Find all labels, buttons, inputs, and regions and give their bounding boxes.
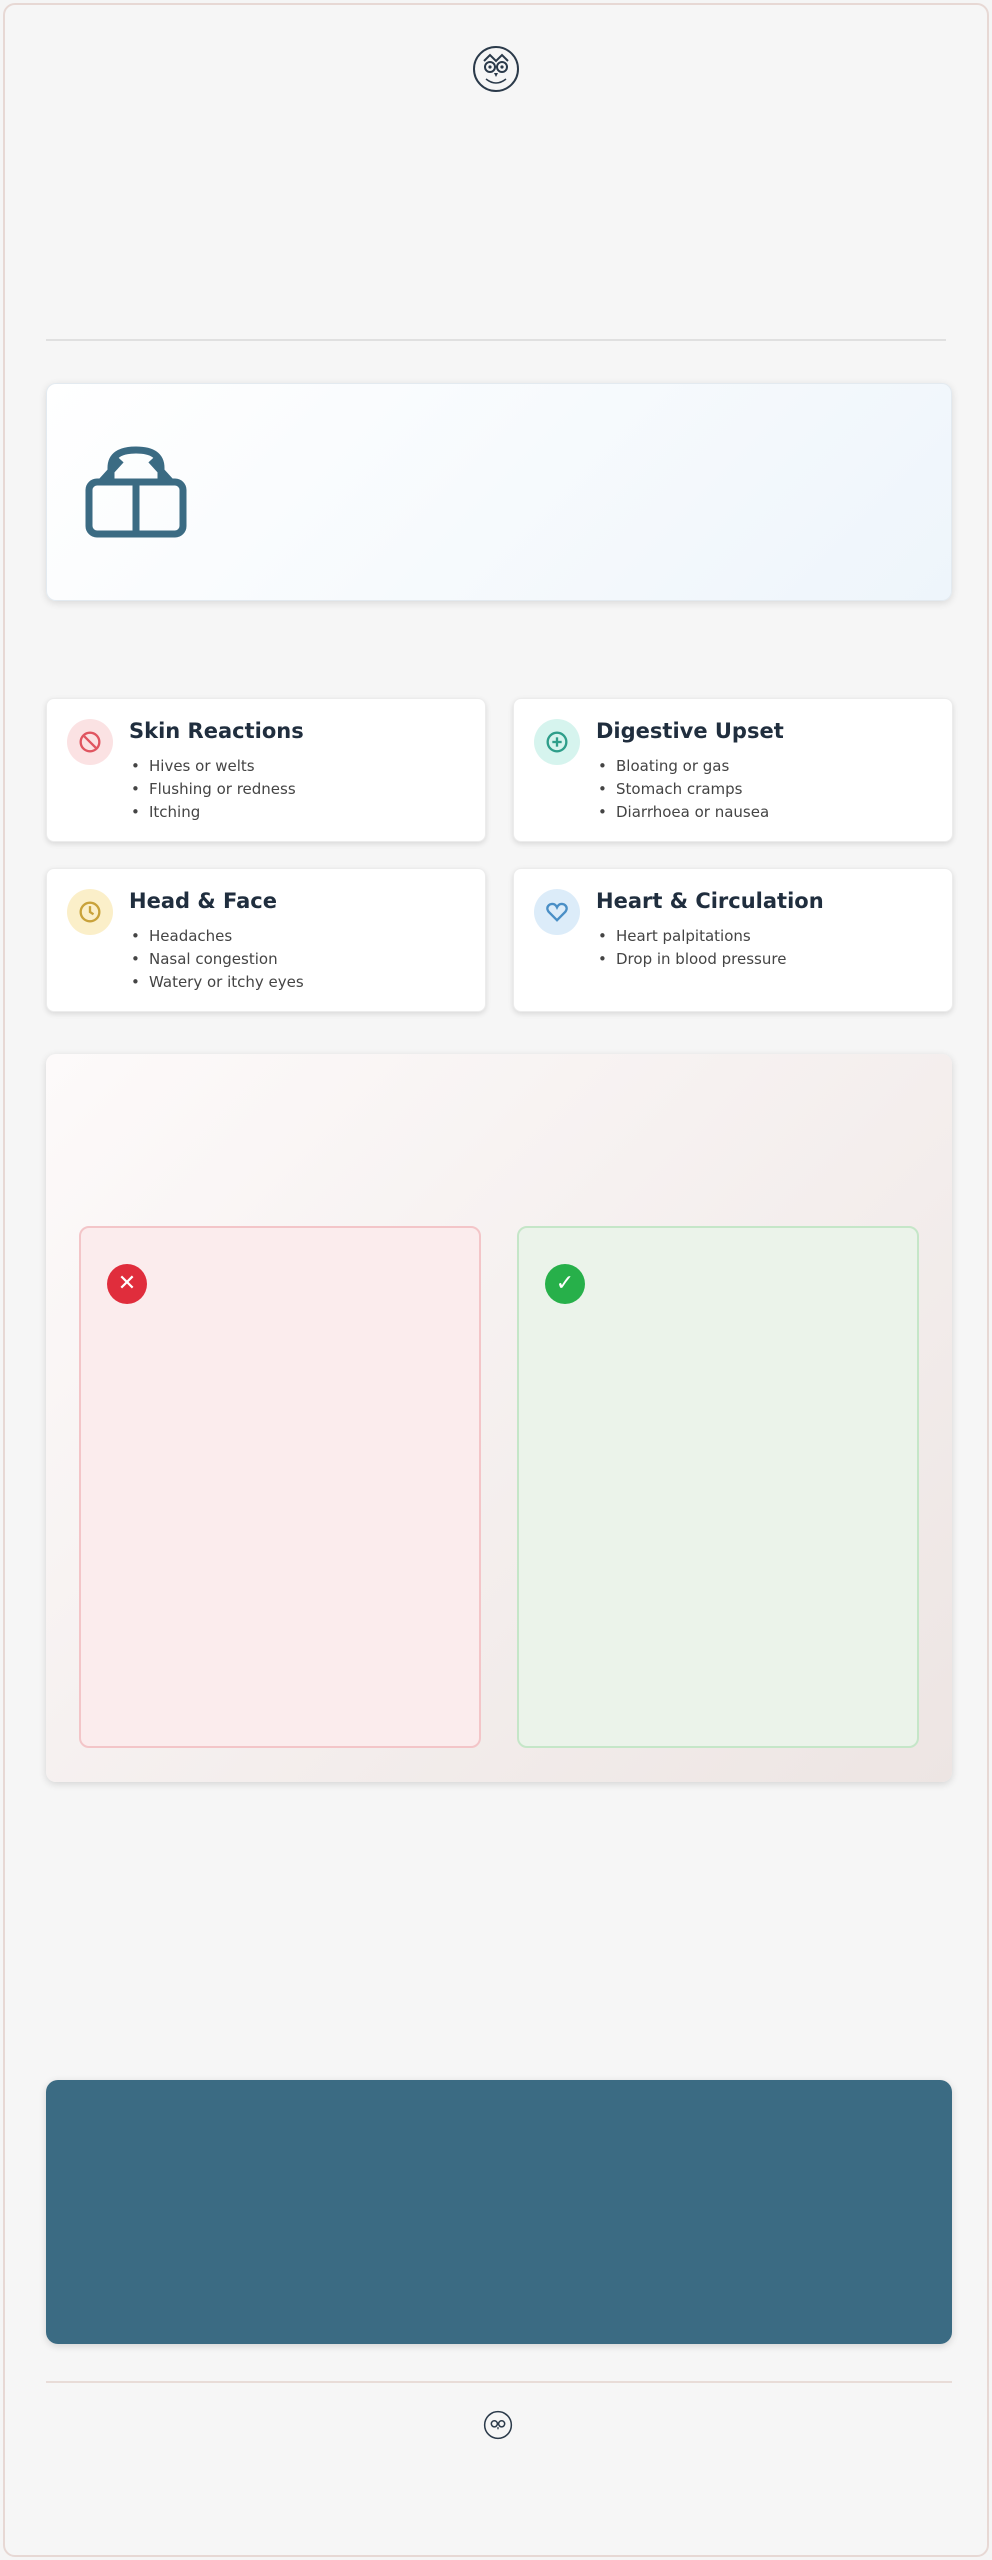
sign-card-list bbox=[596, 755, 769, 824]
sign-card-title: Heart & Circulation bbox=[596, 889, 824, 913]
sign-card-list bbox=[129, 755, 296, 824]
sign-card-list bbox=[129, 925, 304, 994]
sign-list-item: • Drop in blood pressure bbox=[596, 948, 786, 971]
sign-list-item: • Headaches bbox=[129, 925, 304, 948]
check-circle-icon: ✓ bbox=[545, 1264, 585, 1304]
sign-list-item: • Hives or welts bbox=[129, 755, 296, 778]
no-symbol-icon bbox=[67, 719, 113, 765]
owl-logo-icon bbox=[468, 43, 524, 95]
bucket-card bbox=[46, 383, 952, 601]
low-histamine-column bbox=[517, 1226, 919, 1748]
sign-card bbox=[46, 698, 486, 842]
sign-card bbox=[513, 698, 953, 842]
clock-icon bbox=[67, 889, 113, 935]
sign-list-item: • Stomach cramps bbox=[596, 778, 769, 801]
brand-logo bbox=[468, 43, 524, 94]
header bbox=[5, 5, 987, 180]
sign-card bbox=[513, 868, 953, 1012]
sign-list-item: • Diarrhoea or nausea bbox=[596, 801, 769, 824]
infographic-page bbox=[3, 3, 989, 2557]
sign-list-item: • Heart palpitations bbox=[596, 925, 786, 948]
sign-card-list bbox=[596, 925, 786, 971]
sign-card bbox=[46, 868, 486, 1012]
sign-card-title: Head & Face bbox=[129, 889, 277, 913]
food-panel bbox=[46, 1054, 952, 1782]
support-panel bbox=[46, 2080, 952, 2344]
sign-list-item: • Nasal congestion bbox=[129, 948, 304, 971]
plus-circle-icon bbox=[534, 719, 580, 765]
sign-card-title: Skin Reactions bbox=[129, 719, 304, 743]
high-histamine-column bbox=[79, 1226, 481, 1748]
sign-list-item: • Bloating or gas bbox=[596, 755, 769, 778]
page-title bbox=[5, 122, 987, 180]
sign-list-item: • Watery or itchy eyes bbox=[129, 971, 304, 994]
shopping-bag-icon bbox=[81, 442, 191, 542]
x-circle-icon: ✕ bbox=[107, 1264, 147, 1304]
sign-list-item: • Itching bbox=[129, 801, 296, 824]
sign-card-title: Digestive Upset bbox=[596, 719, 784, 743]
footer-divider bbox=[46, 2381, 952, 2383]
heart-icon bbox=[534, 889, 580, 935]
footer-logo bbox=[481, 2409, 515, 2440]
header-divider bbox=[46, 339, 946, 341]
owl-logo-icon bbox=[481, 2409, 515, 2441]
sign-list-item: • Flushing or redness bbox=[129, 778, 296, 801]
footer bbox=[5, 2409, 991, 2460]
